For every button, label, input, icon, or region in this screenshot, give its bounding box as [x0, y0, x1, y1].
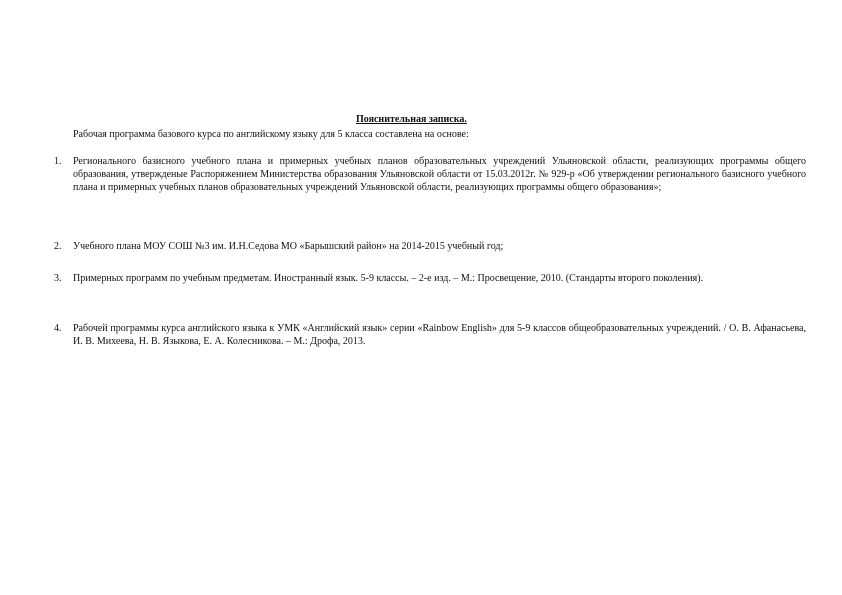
list-item-number: 2. [54, 241, 62, 252]
basis-list [54, 272, 806, 285]
basis-list [54, 155, 806, 194]
list-item [54, 322, 806, 348]
list-item [54, 155, 806, 194]
basis-list [54, 322, 806, 348]
list-item-text: Примерных программ по учебным предметам. Иностранный язык. 5-9 классы. – 2-е изд. – М.: Просвещение, 2010. (Стандарты второго поколения). [73, 273, 704, 284]
list-item-number: 3. [54, 273, 62, 284]
basis-list [54, 240, 806, 253]
list-item-text: Учебного плана МОУ СОШ №3 им. И.Н.Седова МО «Барышский район» на 2014-2015 учебный год; [73, 241, 504, 252]
list-item-number: 1. [54, 156, 62, 167]
list-item-text: Регионального базисного учебного плана и примерных учебных планов образовательных учреждений Ульяновской области, реализующих программы общего образования, утвержденые Распоряжением Министерства образования Ульяновской области от 15.03.2012г. № 929-р «Об утверждении регионального базисного учебного плана и примерных учебных планов образовательных учреждений Ульяновской области, реализующих программы общего образования»; [73, 156, 806, 193]
list-item [54, 240, 806, 253]
intro-text: Рабочая программа базового курса по английскому языку для 5 класса составлена на основе: [73, 129, 469, 140]
document-title: Пояснительная записка. [356, 114, 467, 125]
list-item-text: Рабочей программы курса английского языка к УМК «Английский язык» серии «Rainbow English» для 5-9 классов общеобразовательных учреждений. / О. В. Афанасьева, И. В. Михеева, Н. В. Языкова, Е. А. Колесникова. – М.: Дрофа, 2013. [73, 323, 806, 347]
list-item [54, 272, 806, 285]
list-item-number: 4. [54, 323, 62, 334]
